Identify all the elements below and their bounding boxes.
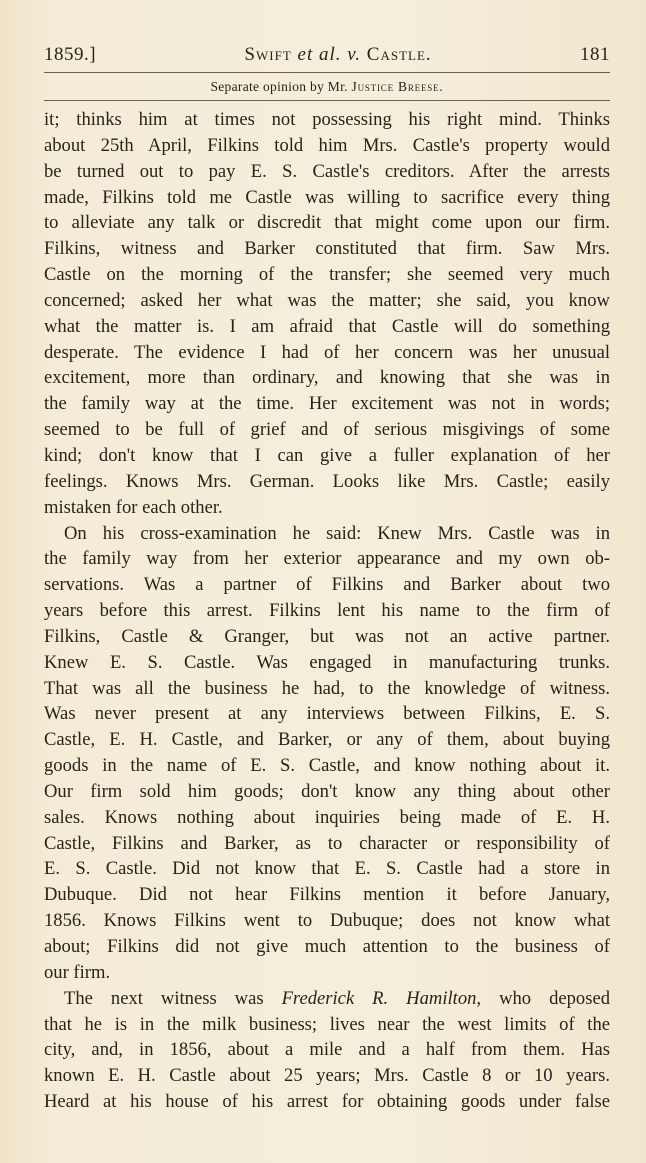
text-line: be turned out to pay E. S. Castle's creditors. After the arrests	[44, 160, 610, 182]
text-line: to alleviate any talk or discredit that might come upon our firm.	[44, 212, 610, 234]
opinion-subheader	[44, 73, 610, 101]
text-line: Castle on the morning of the transfer; she seemed very much	[44, 264, 610, 286]
text-line: about; Filkins did not give much attention to the business of	[44, 936, 610, 957]
text-line: excitement, more than ordinary, and knowing that she was in	[44, 367, 610, 389]
text-line: Filkins, witness and Barker constituted that firm. Saw Mrs.	[44, 238, 610, 260]
text-line: 1856. Knows Filkins went to Dubuque; does not know what	[44, 910, 610, 932]
text-line: Was never present at any interviews between Filkins, E. S.	[44, 703, 610, 725]
text-line: what the matter is. I am afraid that Castle will do something	[44, 315, 610, 337]
text-line: Dubuque. Did not hear Filkins mention it before January,	[44, 884, 610, 906]
body-text	[44, 107, 610, 1115]
text-line: Castle, Filkins and Barker, as to character or responsibility of	[44, 832, 610, 854]
text-line: seemed to be full of grief and of serious misgivings of some	[44, 419, 610, 441]
case-title-italic: et al. v.	[297, 44, 362, 65]
text-line: On his cross-examination he said: Knew Mrs. Castle was in	[64, 522, 610, 544]
text-run: who deposed	[481, 987, 610, 1009]
page-number: 181	[580, 44, 610, 65]
text-line: that he is in the milk business; lives near the west limits of the	[44, 1013, 610, 1035]
text-line: Filkins, Castle & Granger, but was not an active partner.	[44, 625, 610, 647]
header-year: 1859.]	[44, 44, 97, 65]
text-line: about 25th April, Filkins told him Mrs. Castle's property would	[44, 134, 610, 156]
text-run: The next witness was	[64, 987, 282, 1009]
text-line: E. S. Castle. Did not know that E. S. Castle had a store in	[44, 858, 610, 880]
running-header	[44, 44, 610, 73]
paragraph	[44, 521, 610, 986]
text-line: known E. H. Castle about 25 years; Mrs. Castle 8 or 10 years.	[44, 1065, 610, 1087]
text-line: sales. Knows nothing about inquiries being made of E. H.	[44, 806, 610, 828]
text-line: our firm.	[44, 961, 111, 983]
witness-name: Frederick R. Hamilton,	[281, 987, 482, 1009]
text-line: Castle, E. H. Castle, and Barker, or any of them, about buying	[44, 729, 610, 751]
text-line: Knew E. S. Castle. Was engaged in manufacturing trunks.	[44, 651, 610, 673]
text-line: years before this arrest. Filkins lent his name to the firm of	[44, 600, 610, 622]
case-title-prefix: Swift	[244, 44, 298, 65]
text-line: city, and, in 1856, about a mile and a half from them. Has	[44, 1039, 610, 1061]
text-line: servations. Was a partner of Filkins and Barker about two	[44, 574, 610, 596]
text-line: mistaken for each other.	[44, 496, 223, 518]
text-line: goods in the name of E. S. Castle, and know nothing about it.	[44, 755, 610, 777]
subheader-prefix: Separate opinion by Mr.	[210, 79, 352, 94]
paragraph	[44, 107, 610, 521]
paragraph	[44, 986, 610, 1115]
subheader-justice-name: Justice Breese.	[351, 79, 444, 94]
text-line: kind; don't know that I can give a fuller explanation of her	[44, 444, 610, 466]
text-line: concerned; asked her what was the matter; she said, you know	[44, 289, 610, 311]
text-line: desperate. The evidence I had of her concern was her unusual	[44, 341, 610, 363]
text-line	[44, 986, 610, 1012]
text-line: That was all the business he had, to the knowledge of witness.	[44, 677, 610, 699]
text-line: Heard at his house of his arrest for obtaining goods under false	[44, 1091, 610, 1113]
text-line: Our firm sold him goods; don't know any thing about other	[44, 780, 610, 802]
text-line: made, Filkins told me Castle was willing to sacrifice every thing	[44, 186, 610, 208]
header-case-title	[244, 44, 431, 66]
text-line: the family way from her exterior appearance and my own ob-	[44, 548, 610, 570]
case-title-suffix: Castle.	[361, 44, 432, 65]
text-line: it; thinks him at times not possessing his right mind. Thinks	[44, 109, 610, 130]
text-line: the family way at the time. Her excitement was not in words;	[44, 393, 610, 415]
text-line: feelings. Knows Mrs. German. Looks like Mrs. Castle; easily	[44, 470, 610, 492]
